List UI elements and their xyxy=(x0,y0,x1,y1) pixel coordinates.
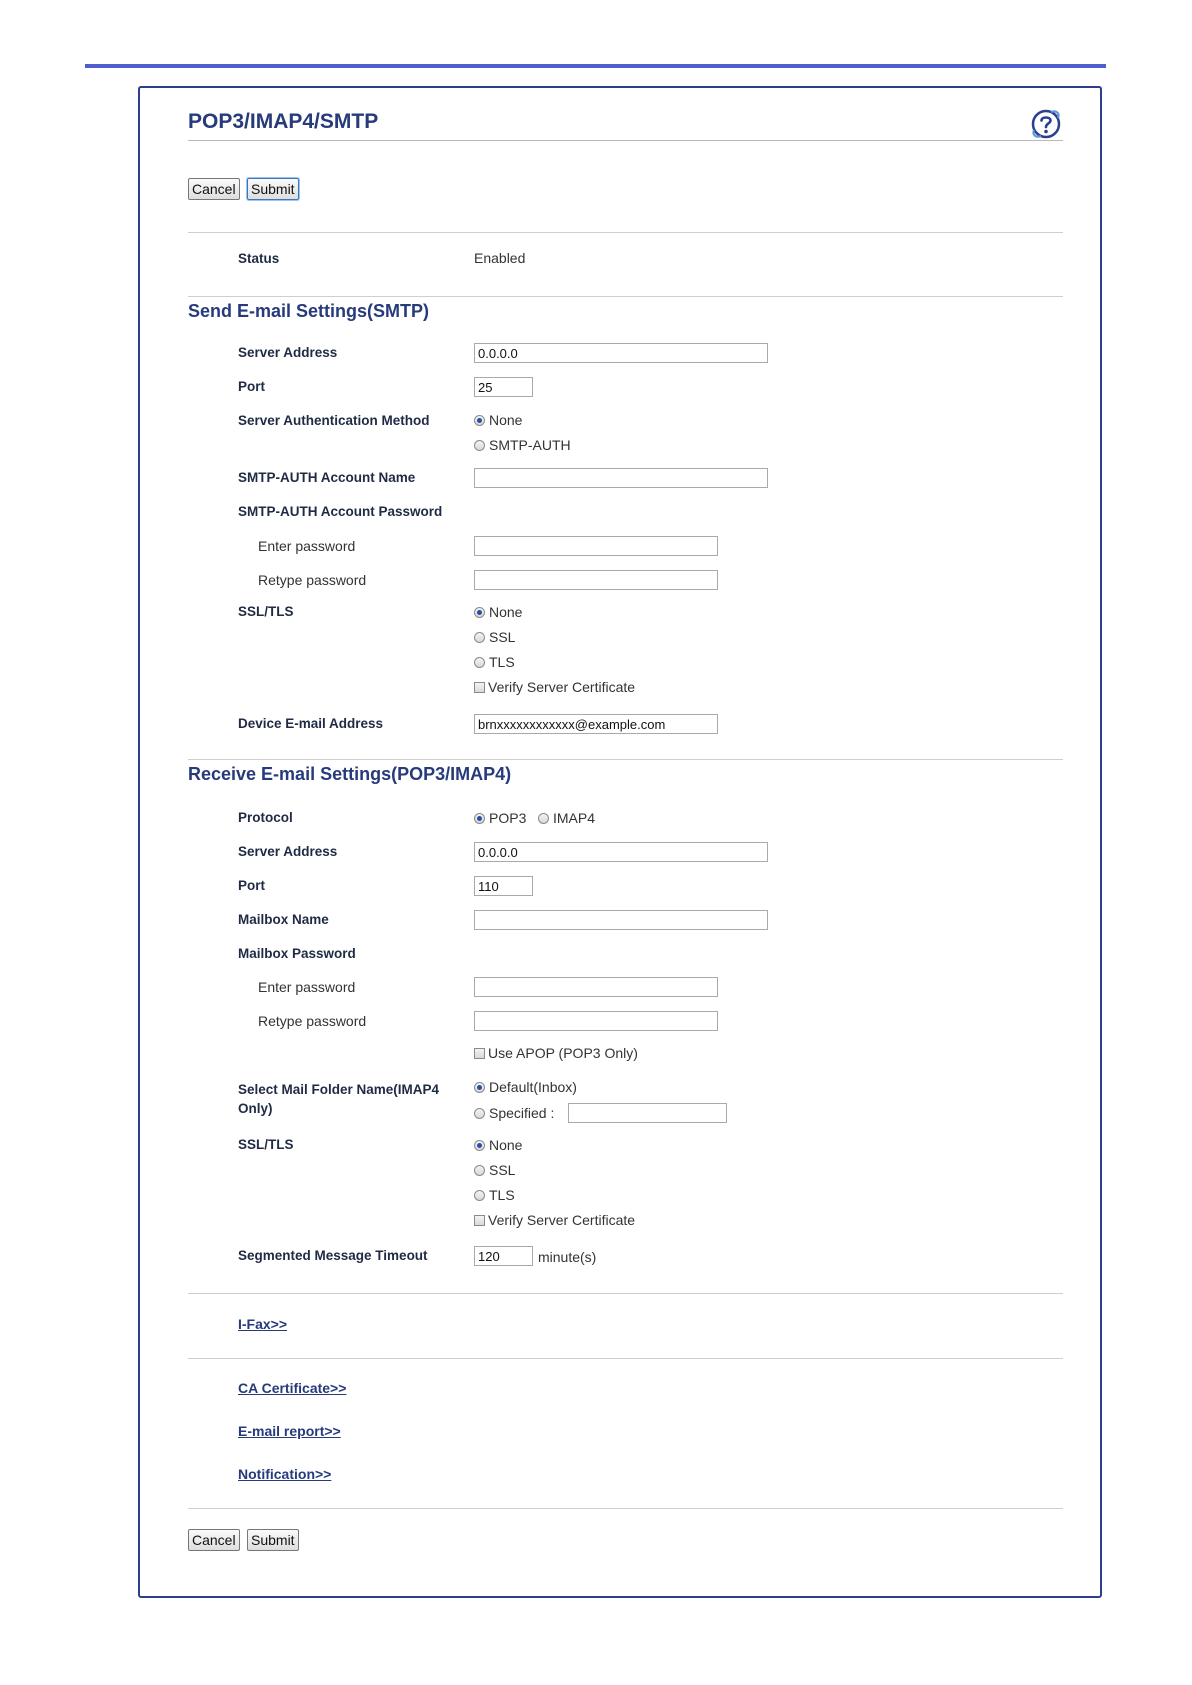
divider xyxy=(188,296,1063,297)
smtp-port-label: Port xyxy=(238,379,265,394)
cancel-button[interactable]: Cancel xyxy=(188,178,240,200)
smtp-account-password-label: SMTP-AUTH Account Password xyxy=(238,504,443,519)
timeout-unit: minute(s) xyxy=(538,1249,597,1265)
notification-link[interactable]: Notification>> xyxy=(238,1466,332,1482)
mailbox-name-input[interactable] xyxy=(474,910,768,930)
smtp-ssl-none-option[interactable]: None xyxy=(474,604,522,620)
top-accent-rule xyxy=(85,64,1106,68)
radio-icon[interactable] xyxy=(474,632,485,643)
divider xyxy=(188,1358,1063,1359)
protocol-label: Protocol xyxy=(238,810,293,825)
radio-icon[interactable] xyxy=(474,1140,485,1151)
radio-icon[interactable] xyxy=(474,1190,485,1201)
receive-verify-certificate-option[interactable]: Verify Server Certificate xyxy=(474,1212,635,1228)
smtp-ssl-tls-label: SSL/TLS xyxy=(238,604,294,619)
radio-icon[interactable] xyxy=(474,1165,485,1176)
use-apop-option[interactable]: Use APOP (POP3 Only) xyxy=(474,1045,638,1061)
smtp-retype-password-input[interactable] xyxy=(474,570,718,590)
checkbox-icon[interactable] xyxy=(474,682,485,693)
receive-ssl-none-option[interactable]: None xyxy=(474,1137,522,1153)
divider xyxy=(188,232,1063,233)
device-email-label: Device E-mail Address xyxy=(238,716,384,731)
receive-server-address-input[interactable] xyxy=(474,842,768,862)
device-email-input[interactable] xyxy=(474,714,718,734)
timeout-label: Segmented Message Timeout xyxy=(238,1248,428,1263)
smtp-enter-password-label: Enter password xyxy=(258,538,356,554)
radio-icon[interactable] xyxy=(474,440,485,451)
smtp-ssl-option[interactable]: SSL xyxy=(474,629,515,645)
smtp-server-address-label: Server Address xyxy=(238,345,338,360)
receive-tls-option[interactable]: TLS xyxy=(474,1187,515,1203)
submit-button-bottom[interactable]: Submit xyxy=(247,1529,299,1551)
smtp-section-heading: Send E-mail Settings(SMTP) xyxy=(188,301,430,321)
radio-icon[interactable] xyxy=(474,415,485,426)
mailbox-password-label: Mailbox Password xyxy=(238,946,356,961)
mailbox-name-label: Mailbox Name xyxy=(238,912,329,927)
radio-icon[interactable] xyxy=(538,813,549,824)
submit-button[interactable]: Submit xyxy=(247,178,299,200)
cancel-button-bottom[interactable]: Cancel xyxy=(188,1529,240,1551)
divider xyxy=(188,759,1063,760)
mail-folder-label: Select Mail Folder Name(IMAP4 Only) xyxy=(238,1082,440,1116)
radio-icon[interactable] xyxy=(474,657,485,668)
title-divider xyxy=(188,140,1063,141)
receive-ssl-option[interactable]: SSL xyxy=(474,1162,515,1178)
smtp-account-name-label: SMTP-AUTH Account Name xyxy=(238,470,416,485)
receive-port-label: Port xyxy=(238,878,265,893)
mail-folder-specified-option[interactable]: Specified : xyxy=(474,1105,554,1121)
page-title: POP3/IMAP4/SMTP xyxy=(188,110,379,133)
ifax-link[interactable]: I-Fax>> xyxy=(238,1316,288,1332)
status-label: Status xyxy=(238,251,280,266)
mailbox-enter-password-input[interactable] xyxy=(474,977,718,997)
mailbox-retype-password-label: Retype password xyxy=(258,1013,367,1029)
smtp-server-address-input[interactable] xyxy=(474,343,768,363)
mail-folder-specified-input[interactable] xyxy=(568,1103,727,1123)
smtp-enter-password-input[interactable] xyxy=(474,536,718,556)
timeout-input[interactable] xyxy=(474,1246,533,1266)
smtp-auth-method-label: Server Authentication Method xyxy=(238,413,430,428)
smtp-port-input[interactable] xyxy=(474,377,533,397)
ca-certificate-link[interactable]: CA Certificate>> xyxy=(238,1380,347,1396)
divider xyxy=(188,1508,1063,1509)
receive-server-address-label: Server Address xyxy=(238,844,338,859)
checkbox-icon[interactable] xyxy=(474,1215,485,1226)
radio-icon[interactable] xyxy=(474,1108,485,1119)
panel-content xyxy=(188,88,1063,1596)
auth-none-option[interactable]: None xyxy=(474,412,522,428)
mailbox-enter-password-label: Enter password xyxy=(258,979,356,995)
radio-icon[interactable] xyxy=(474,1082,485,1093)
receive-ssl-tls-label: SSL/TLS xyxy=(238,1137,294,1152)
radio-icon[interactable] xyxy=(474,607,485,618)
email-report-link[interactable]: E-mail report>> xyxy=(238,1423,341,1439)
mail-folder-default-option[interactable]: Default(Inbox) xyxy=(474,1079,577,1095)
status-value: Enabled xyxy=(474,250,526,266)
protocol-pop3-option[interactable]: POP3 xyxy=(474,810,526,826)
smtp-tls-option[interactable]: TLS xyxy=(474,654,515,670)
mailbox-retype-password-input[interactable] xyxy=(474,1011,718,1031)
protocol-imap4-option[interactable]: IMAP4 xyxy=(538,810,595,826)
smtp-retype-password-label: Retype password xyxy=(258,572,367,588)
checkbox-icon[interactable] xyxy=(474,1048,485,1059)
smtp-verify-certificate-option[interactable]: Verify Server Certificate xyxy=(474,679,635,695)
divider xyxy=(188,1293,1063,1294)
receive-section-heading: Receive E-mail Settings(POP3/IMAP4) xyxy=(188,764,512,784)
radio-icon[interactable] xyxy=(474,813,485,824)
auth-smtp-auth-option[interactable]: SMTP-AUTH xyxy=(474,437,571,453)
settings-panel xyxy=(138,86,1102,1598)
receive-port-input[interactable] xyxy=(474,876,533,896)
help-icon[interactable] xyxy=(1030,108,1062,140)
smtp-account-name-input[interactable] xyxy=(474,468,768,488)
